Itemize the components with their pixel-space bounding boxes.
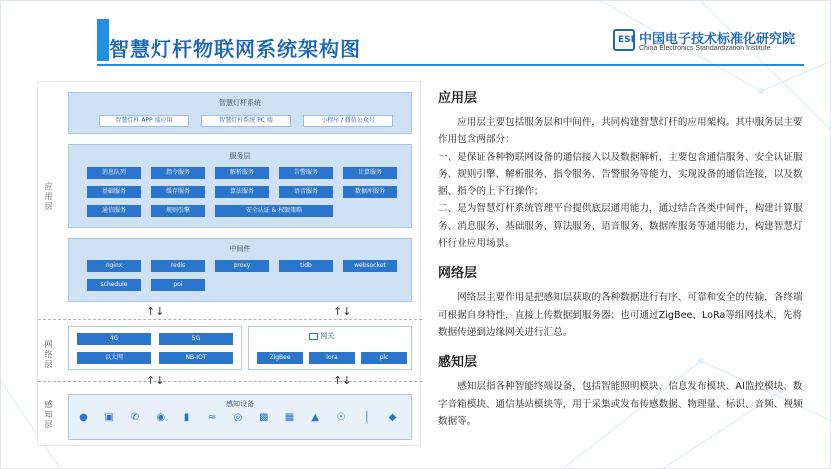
side-label-app: 应用层: [44, 182, 53, 212]
service-chip: 缓存服务: [151, 186, 205, 198]
service-chip: 基础服务: [87, 186, 141, 198]
middleware-chip: nginx: [87, 260, 141, 272]
bulb-icon: ☉: [336, 412, 346, 423]
service-chip: 消息队列: [87, 167, 141, 179]
esi-logo-icon: [613, 29, 635, 51]
network-direct-panel: [68, 326, 242, 370]
network-sense-divider: [38, 381, 422, 382]
title-accent-bar: [97, 19, 109, 61]
arrow-up-down-icon: ↑↓: [146, 305, 165, 318]
logo-text: ESI: [618, 35, 634, 45]
description-column: [438, 87, 806, 430]
side-label-network: 网络层: [44, 340, 53, 370]
section-title-app: 应用层: [438, 91, 478, 106]
app-paragraph-2: 一、是保证各种物联网设备的通信接入以及数据解析，主要包含通信服务、安全认证服务、规则引擎、解析服务、指令服务、告警服务等能力，实现设备的通信连接，以及数据、指令的上下行操作；: [438, 151, 803, 198]
middleware-chip: redis: [151, 260, 205, 272]
service-panel-title: 服务层: [229, 152, 251, 160]
gateway-header: [309, 331, 334, 341]
target-icon: ◎: [233, 412, 243, 423]
network-chip: NB-IOT: [159, 352, 233, 364]
system-item-app: 智慧灯杆 APP 端应用: [99, 115, 189, 127]
middleware-chip: proxy: [215, 260, 269, 272]
sense-paragraph: 感知层指各种智能终端设备，包括智能照明模块、信息发布模块、AI监控模块、数字音箱模块、通信基站模块等，用于采集或发布传感数据、物理量、标识、音频、视频数据等。: [438, 381, 803, 427]
title-underline: [97, 64, 804, 66]
service-chip: 数据库服务: [343, 186, 397, 198]
middleware-chip: poi: [151, 279, 205, 291]
architecture-diagram: [37, 81, 421, 446]
middleware-panel: [68, 238, 412, 302]
gateway-chip: ZigBee: [257, 352, 303, 364]
middleware-chip: websocket: [343, 260, 397, 272]
siren-icon: ▲: [311, 412, 320, 423]
system-item-pc: 智慧灯杆系统 PC 端: [201, 115, 291, 127]
sense-panel-title: 感知设备: [226, 400, 254, 408]
network-paragraph: 网络层主要作用是把感知层获取的各种数据进行有序、可靠和安全的传输，各终端可根据自身特性，直接上传数据到服务器；也可通过ZigBee、LoRa等组网技术，先将数据传递到边缘网关进行汇总。: [438, 292, 803, 338]
gateway-icon: [309, 333, 318, 340]
side-label-sense: 感知层: [44, 400, 53, 430]
service-chip: 语音服务: [279, 186, 333, 198]
network-chip: 5G: [159, 333, 233, 345]
broadcast-icon: ◉: [156, 412, 166, 423]
service-chip: 告警服务: [279, 167, 333, 179]
app-paragraph-3: 二、是为智慧灯杆系统管理平台提供底层通用能力，通过结合各类中间件，构建计算服务、消息服务、基础服务、算法服务、语音服务、数据库服务等通用能力，构建智慧灯杆行业应用场景。: [438, 203, 803, 250]
app-network-divider: [38, 319, 422, 320]
gateway-title: 网关: [320, 332, 335, 340]
org-name-cn: 中国电子技术标准化研究院: [639, 32, 796, 47]
service-chip-security: 安全认证 & 权限策略: [215, 205, 333, 217]
service-chip: 解析服务: [215, 167, 269, 179]
middleware-chip: schedule: [87, 279, 141, 291]
middleware-panel-title: 中间件: [229, 245, 251, 253]
service-chip: 计算服务: [343, 167, 397, 179]
gateway-chip: plc: [361, 352, 407, 364]
gateway-panel: [248, 326, 412, 370]
middleware-chip: tidb: [279, 260, 333, 272]
app-paragraph-1: 应用层主要包括服务层和中间件，共同构建智慧灯杆的应用架构。其中服务层主要作用包含两部分：: [438, 117, 803, 146]
arrow-up-down-icon: ↑↓: [146, 374, 165, 387]
wifi-icon: ≈: [208, 412, 217, 423]
gateway-chip: lora: [309, 352, 355, 364]
microphone-icon: ▮: [183, 412, 190, 423]
charger-icon: ◆: [388, 412, 397, 423]
network-chip: 4G: [77, 333, 151, 345]
pole-icon: │: [363, 412, 370, 423]
section-title-network: 网络层: [438, 266, 478, 282]
system-item-miniprogram: 小程序 / 微信公众号: [303, 115, 393, 127]
service-panel: [68, 144, 412, 228]
camera-icon: ●: [79, 412, 88, 423]
org-name-en: China Electronics Standardization Institute: [639, 45, 771, 52]
device-icon-row: [77, 411, 399, 424]
led-icon: ▣: [104, 412, 114, 423]
sense-panel: [68, 394, 412, 440]
page-title: 智慧灯杆物联网系统架构图: [109, 37, 361, 61]
trash-icon: ▦: [284, 412, 295, 423]
sensor-icon: ▩: [259, 412, 269, 423]
service-chip: 算法服务: [215, 186, 269, 198]
arrow-up-down-icon: ↑↓: [333, 305, 352, 318]
network-chip: 以太网: [77, 352, 151, 364]
service-chip: 规则引擎: [151, 205, 205, 217]
service-chip: 指令服务: [151, 167, 205, 179]
phone-icon: ✆: [130, 412, 140, 423]
section-title-sense: 感知层: [438, 355, 478, 371]
service-chip: 通信服务: [87, 205, 141, 217]
arrow-up-down-icon: ↑↓: [333, 374, 352, 387]
system-panel: [68, 92, 412, 134]
system-panel-title: 智慧灯杆系统: [219, 99, 261, 107]
